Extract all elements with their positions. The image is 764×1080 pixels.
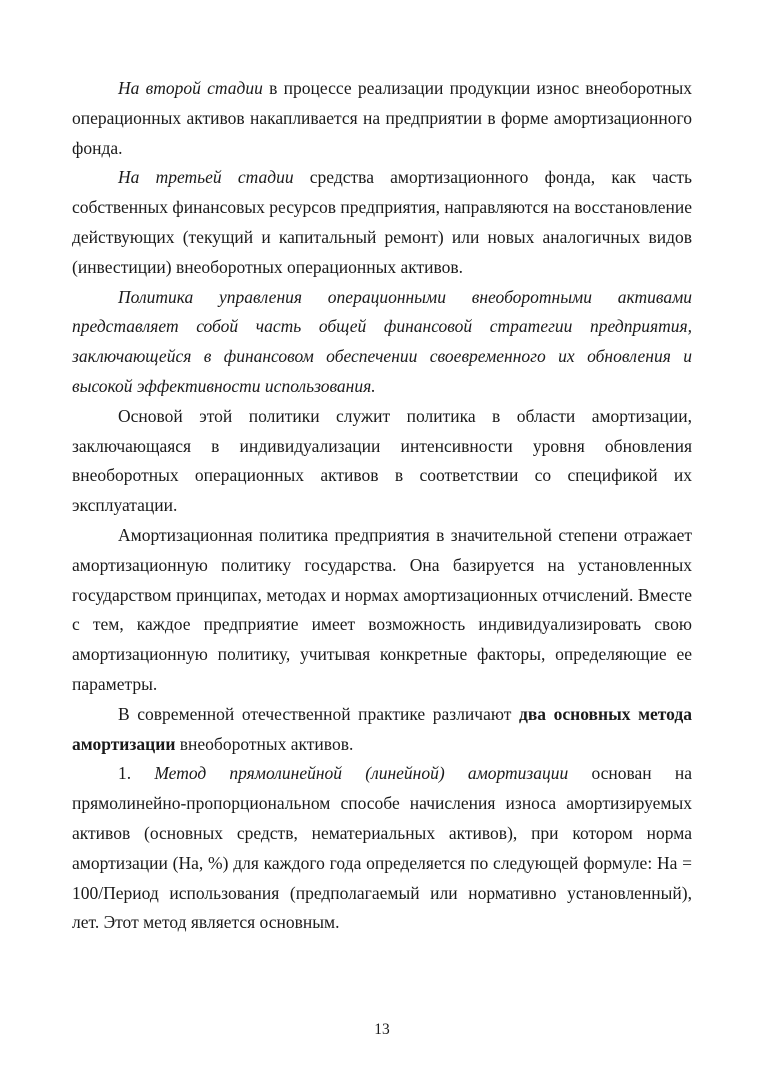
text-run: два основных метода амортизации [72, 703, 692, 754]
text-run: основан на прямолинейно-пропорциональном способе начисления износа амортизируемых активов (основных средств, нематериальных активов), при котором норма амортизации (На, %) для каждого года определяется по следующей формуле: На = 100/Период использования (предполагаемый или нормативно установленный), лет. Этот метод является основным. [72, 763, 693, 933]
text-run: средства амортизационного фонда, как часть собственных финансовых ресурсов предприятия, направляются на восстановление действующих (текущий и капитальный ремонт) или новых аналогичных видов (инвестиции) внеоборотных операционных активов. [72, 167, 693, 277]
para-policy-basis [72, 402, 692, 521]
text-run: Политика управления операционными внеоборотными активами представляет собой часть общей финансовой стратегии предприятия, заключающейся в финансовом обеспечении своевременного их обновления и высокой эффективности использования. [72, 286, 692, 396]
text-run: Метод прямолинейной (линейной) амортизации [154, 763, 569, 784]
text-run: На третьей стадии [118, 167, 294, 188]
para-amortization-policy [72, 521, 692, 700]
text-run: 1. [118, 763, 155, 784]
para-second-stage [72, 74, 692, 163]
para-linear-method [72, 759, 692, 938]
text-run: в процессе реализации продукции износ внеоборотных операционных активов накапливается на предприятии в форме амортизационного фонда. [72, 78, 692, 158]
para-two-methods [72, 700, 692, 760]
page-body [72, 74, 692, 938]
para-third-stage [72, 163, 692, 282]
text-run: Амортизационная политика предприятия в значительной степени отражает амортизационную политику государства. Она базируется на установленных государством принципах, методах и нормах амортизационных отчислений. Вместе с тем, каждое предприятие имеет возможность индивидуализировать свою амортизационную политику, учитывая конкретные факторы, определяющие ее параметры. [72, 524, 692, 694]
page-number: 13 [374, 1021, 390, 1038]
text-run: Основой этой политики служит политика в области амортизации, заключающаяся в индивидуализации интенсивности уровня обновления внеоборотных операционных активов в соответствии со спецификой их эксплуатации. [72, 405, 692, 516]
para-policy-definition [72, 283, 692, 402]
text-run: В современной отечественной практике различают [118, 703, 519, 724]
text-run: внеоборотных активов. [175, 733, 354, 754]
text-run: На второй стадии [118, 78, 263, 98]
